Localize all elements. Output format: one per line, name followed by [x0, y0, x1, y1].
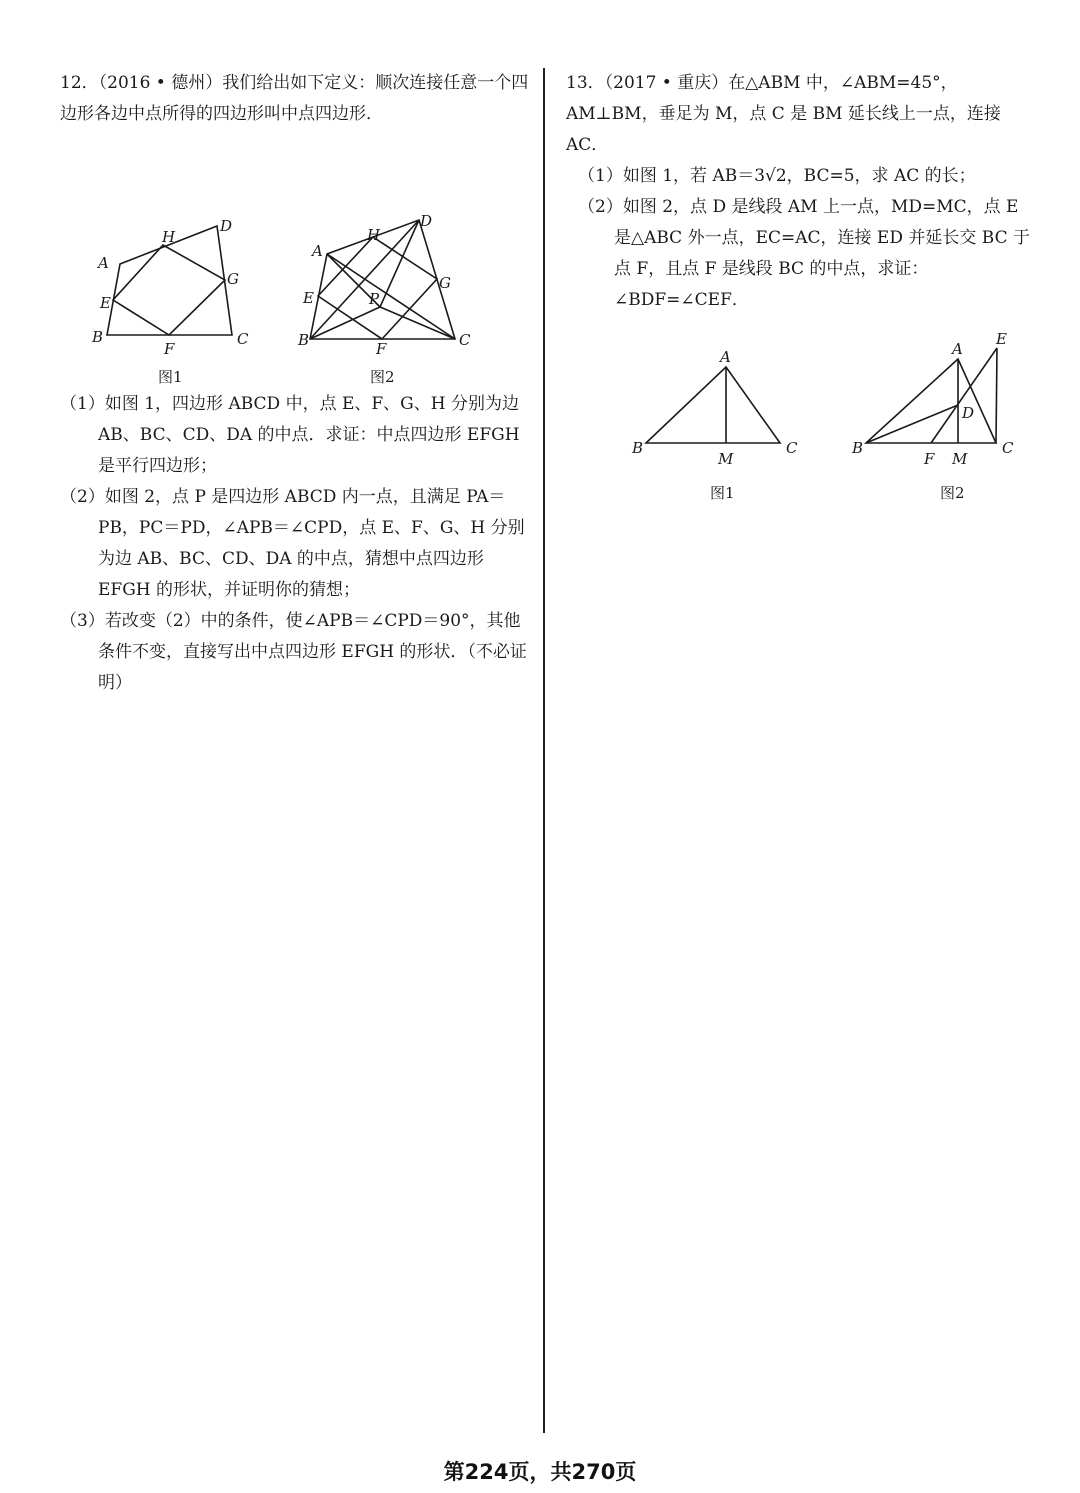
label-b: B [632, 439, 644, 457]
q12-fig2-caption: 图2 [370, 368, 395, 386]
label-p: P [369, 290, 380, 308]
q13-fig2-caption: 图2 [940, 484, 965, 502]
label-e: E [996, 330, 1007, 348]
question-13 [566, 68, 1036, 502]
label-c: C [459, 331, 471, 349]
q12-figure-2 [292, 130, 492, 386]
label-a: A [952, 340, 963, 358]
label-f: F [164, 340, 175, 358]
q13-figure-1 [630, 350, 830, 520]
label-f: F [376, 340, 387, 358]
q13-figure-2 [852, 330, 1052, 520]
label-b: B [852, 439, 864, 457]
label-c: C [237, 330, 249, 348]
column-divider [543, 68, 545, 1433]
label-f: F [924, 450, 935, 468]
label-b: B [298, 331, 310, 349]
q13-part-1: （1）如图 1，若 AB＝3√2，BC=5，求 AC 的长； [578, 166, 976, 186]
label-h: H [162, 228, 176, 246]
triangle-abc [866, 359, 996, 443]
label-a: A [312, 242, 323, 260]
q13-fig1-caption: 图1 [710, 484, 735, 502]
label-e: E [100, 294, 111, 312]
page-footer: 第224页，共270页 [443, 1460, 637, 1484]
label-c: C [1002, 439, 1014, 457]
label-a: A [720, 348, 731, 366]
q12-part-1: （1）如图 1，四边形 ABCD 中，点 E、F、G、H 分别为边 AB、BC、CD、DA 的中点．求证：中点四边形 EFGH 是平行四边形； [60, 394, 520, 476]
segment-ce [996, 348, 997, 443]
label-g: G [439, 274, 451, 292]
q12-figures [60, 130, 530, 386]
label-h: H [367, 226, 381, 244]
q12-part-3: （3）若改变（2）中的条件，使∠APB＝∠CPD＝90°，其他条件不变，直接写出中点四边形 EFGH 的形状．（不必证明） [60, 611, 527, 693]
q12-fig1-caption: 图1 [158, 368, 183, 386]
label-e: E [303, 289, 314, 307]
label-d: D [220, 217, 233, 235]
label-m: M [952, 450, 968, 468]
q12-figure-1 [72, 130, 272, 386]
label-a: A [98, 254, 109, 272]
q13-figures [566, 316, 1036, 502]
segment-ef [931, 348, 997, 443]
q12-part-2: （2）如图 2，点 P 是四边形 ABCD 内一点，且满足 PA＝PB，PC＝PD，∠APB＝∠CPD，点 E、F、G、H 分别为边 AB、BC、CD、DA 的中点，猜想中点四边形 EFGH 的形状，并证明你的猜想； [60, 487, 525, 600]
triangle-abc [646, 367, 780, 443]
label-c: C [786, 439, 798, 457]
question-12 [60, 68, 530, 699]
label-d: D [962, 404, 975, 422]
label-b: B [92, 328, 104, 346]
quad-abcd [310, 220, 455, 339]
q13-part-2: （2）如图 2，点 D 是线段 AM 上一点，MD=MC，点 E 是△ABC 外一点，EC=AC，连接 ED 并延长交 BC 于点 F，且点 F 是线段 BC 的中点，求证：∠BDF=∠CEF． [578, 197, 1030, 310]
label-d: D [420, 212, 433, 230]
label-g: G [227, 270, 239, 288]
q12-intro: 12．（2016 • 德州）我们给出如下定义：顺次连接任意一个四边形各边中点所得的四边形叫中点四边形． [60, 73, 529, 124]
quad-efgh [113, 245, 225, 335]
q13-intro: 13．（2017 • 重庆）在△ABM 中，∠ABM=45°，AM⊥BM，垂足为 M，点 C 是 BM 延长线上一点，连接 AC． [566, 73, 1001, 155]
label-m: M [718, 450, 734, 468]
